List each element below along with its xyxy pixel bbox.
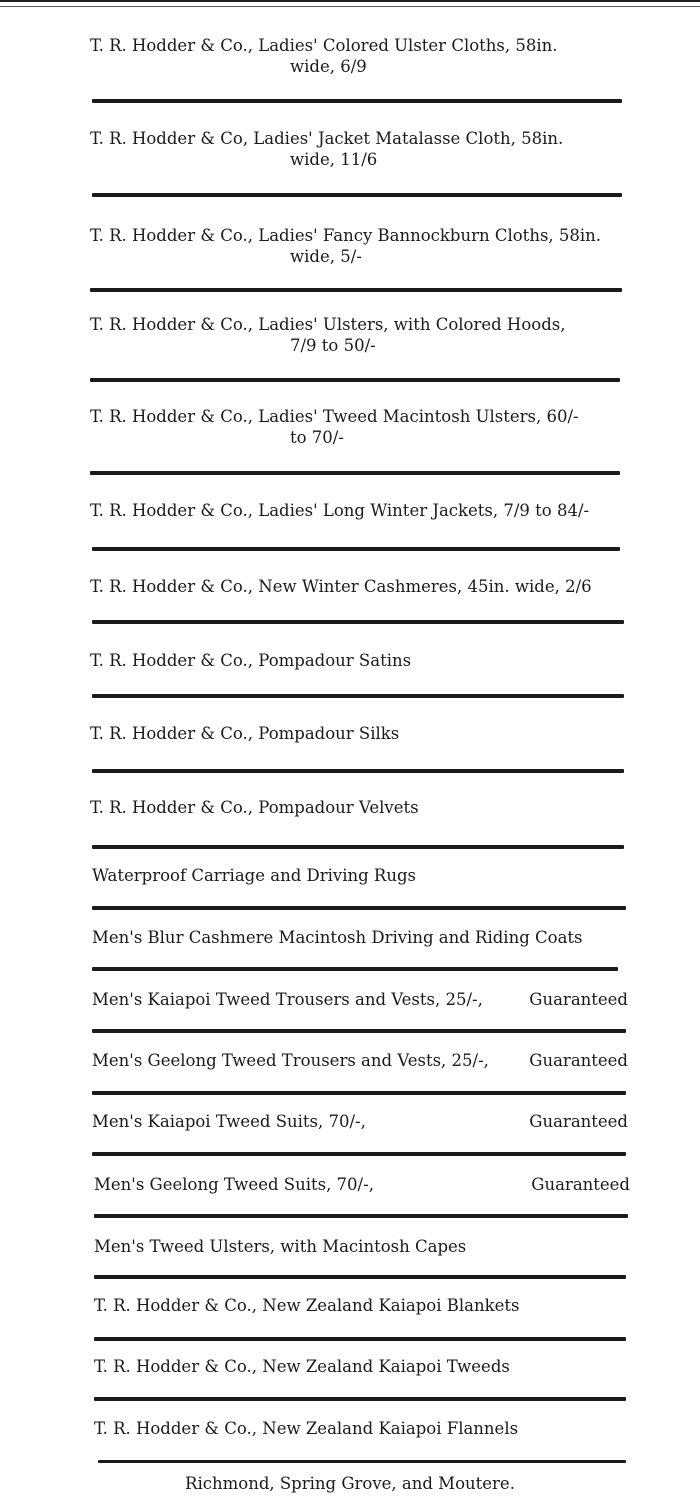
divider-rule bbox=[92, 1091, 626, 1095]
divider-rule bbox=[92, 1029, 626, 1033]
divider-rule bbox=[92, 99, 622, 103]
divider-rule bbox=[94, 1275, 626, 1279]
ad-item bbox=[92, 989, 628, 1010]
ad-text: T. R. Hodder & Co., Ladies' Tweed Macintosh Ulsters, 60/- bbox=[90, 407, 579, 426]
divider-rule bbox=[92, 1152, 626, 1156]
ad-text-continued: 7/9 to 50/- bbox=[290, 336, 376, 355]
ad-item bbox=[94, 1236, 466, 1257]
ad-text: T. R. Hodder & Co., Ladies' Long Winter Jackets, 7/9 to 84/- bbox=[90, 501, 590, 520]
ad-text: Men's Kaiapoi Tweed Trousers and Vests, 25/-, bbox=[92, 990, 483, 1009]
ad-item bbox=[94, 1356, 510, 1377]
ad-item bbox=[92, 927, 583, 948]
ad-note: Guaranteed bbox=[529, 990, 628, 1009]
divider-rule bbox=[92, 694, 624, 698]
ad-text: Men's Geelong Tweed Suits, 70/-, bbox=[94, 1175, 374, 1194]
ad-item bbox=[90, 576, 592, 597]
ad-text-continued: wide, 5/- bbox=[290, 247, 362, 266]
divider-rule bbox=[92, 845, 624, 849]
divider-rule bbox=[94, 1337, 626, 1341]
ad-text: T. R. Hodder & Co, Ladies' Jacket Matalasse Cloth, 58in. bbox=[90, 129, 564, 148]
ad-text-continued: to 70/- bbox=[290, 428, 344, 447]
divider-rule bbox=[90, 378, 620, 382]
ad-item bbox=[90, 723, 399, 744]
ad-text: T. R. Hodder & Co., Pompadour Silks bbox=[90, 724, 400, 743]
ad-item bbox=[90, 650, 411, 671]
ad-text: T. R. Hodder & Co., Pompadour Satins bbox=[90, 651, 412, 670]
top-rule bbox=[0, 0, 700, 7]
ad-text: T. R. Hodder & Co., New Winter Cashmeres, 45in. wide, 2/6 bbox=[90, 577, 592, 596]
ad-item bbox=[94, 1295, 519, 1316]
ad-item bbox=[90, 225, 601, 267]
divider-rule bbox=[92, 906, 626, 910]
ad-item bbox=[94, 1174, 630, 1195]
ad-note: Guaranteed bbox=[529, 1051, 628, 1070]
ad-text-continued: wide, 6/9 bbox=[290, 57, 367, 76]
ad-item bbox=[92, 1111, 628, 1132]
divider-rule bbox=[92, 769, 624, 773]
divider-rule bbox=[92, 547, 620, 551]
ad-text: Men's Geelong Tweed Trousers and Vests, 25/-, bbox=[92, 1051, 489, 1070]
ad-item bbox=[92, 865, 416, 886]
ad-text: T. R. Hodder & Co., New Zealand Kaiapoi Blankets bbox=[94, 1296, 520, 1315]
ad-text: Men's Tweed Ulsters, with Macintosh Capes bbox=[94, 1237, 467, 1256]
ad-text: T. R. Hodder & Co., New Zealand Kaiapoi Tweeds bbox=[94, 1357, 510, 1376]
divider-rule bbox=[90, 471, 620, 475]
footer-text: Richmond, Spring Grove, and Moutere. bbox=[185, 1474, 515, 1493]
ad-item bbox=[90, 500, 589, 521]
ad-text: T. R. Hodder & Co., Ladies' Colored Ulster Cloths, 58in. bbox=[90, 36, 558, 55]
ad-text: Men's Kaiapoi Tweed Suits, 70/-, bbox=[92, 1112, 366, 1131]
ad-text: T. R. Hodder & Co., Ladies' Fancy Bannockburn Cloths, 58in. bbox=[90, 226, 602, 245]
ad-item bbox=[90, 35, 558, 77]
ad-text-continued: wide, 11/6 bbox=[290, 150, 378, 169]
ad-item bbox=[90, 128, 563, 170]
divider-rule bbox=[92, 620, 624, 624]
ad-text: T. R. Hodder & Co., Ladies' Ulsters, with Colored Hoods, bbox=[90, 315, 566, 334]
divider-rule bbox=[92, 193, 622, 197]
ad-text: Men's Blur Cashmere Macintosh Driving and Riding Coats bbox=[92, 928, 583, 947]
divider-rule bbox=[94, 1397, 626, 1401]
ad-item bbox=[94, 1418, 518, 1439]
divider-rule bbox=[94, 1214, 628, 1218]
ad-item bbox=[90, 406, 579, 448]
ad-text: T. R. Hodder & Co., New Zealand Kaiapoi Flannels bbox=[94, 1419, 519, 1438]
ad-item bbox=[90, 314, 565, 356]
ad-note: Guaranteed bbox=[531, 1175, 630, 1194]
ad-note: Guaranteed bbox=[529, 1112, 628, 1131]
divider-rule bbox=[98, 1460, 626, 1463]
ad-item bbox=[90, 797, 419, 818]
ad-text: T. R. Hodder & Co., Pompadour Velvets bbox=[90, 798, 419, 817]
divider-rule bbox=[90, 288, 622, 292]
ad-item bbox=[92, 1050, 628, 1071]
ad-text: Waterproof Carriage and Driving Rugs bbox=[92, 866, 417, 885]
divider-rule bbox=[92, 967, 618, 971]
